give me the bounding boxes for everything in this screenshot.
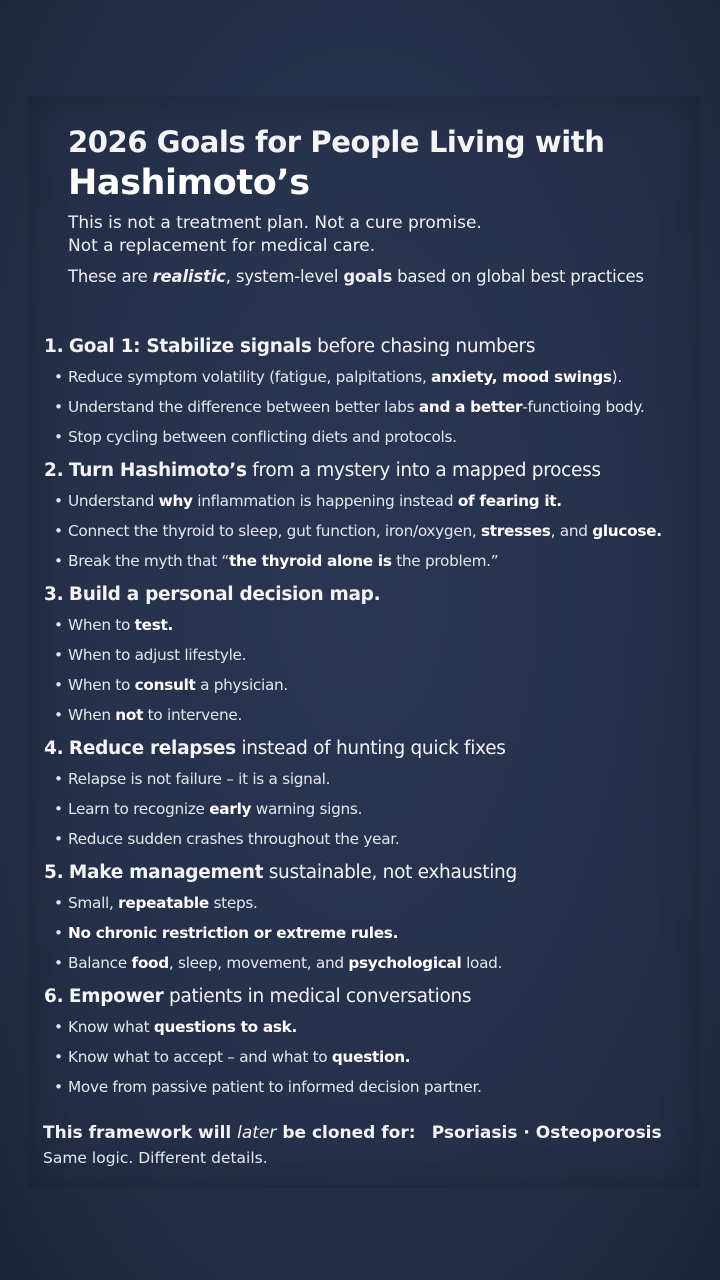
- bullet-text-b: stresses: [480, 522, 551, 540]
- list-item: [44, 362, 714, 392]
- bullet-text-a: Reduce sudden crashes throughout the year.: [68, 830, 400, 848]
- list-item: [44, 392, 714, 422]
- goal-item: [44, 734, 714, 854]
- intro-line-2: Not a replacement for medical care.: [68, 236, 376, 256]
- bullet-dot-icon: •: [54, 522, 63, 540]
- bullet-text-a: Understand: [68, 492, 159, 510]
- list-item: [44, 516, 714, 546]
- bullet-text-a: When to adjust lifestyle.: [68, 646, 247, 664]
- title-line-2: Hashimoto’s: [68, 163, 310, 203]
- goal-item: [44, 456, 714, 576]
- goal-bullets: [44, 764, 714, 854]
- goal-title: [44, 456, 714, 486]
- intro-line-1: This is not a treatment plan. Not a cure promise.: [68, 213, 482, 233]
- list-item: [44, 888, 714, 918]
- bullet-text-c: the problem.”: [391, 552, 499, 570]
- title-line-1: 2026 Goals for People Living with: [68, 125, 605, 159]
- goal-title-bold: Reduce relapses: [68, 738, 236, 759]
- footer-line-2: Same logic. Different details.: [43, 1149, 268, 1167]
- goal-title-rest: from a mystery into a mapped process: [246, 460, 601, 481]
- bullet-dot-icon: •: [54, 676, 63, 694]
- list-item: [44, 794, 714, 824]
- intro-line-3-c: based on global best practices: [392, 267, 644, 286]
- bullet-dot-icon: •: [54, 770, 63, 788]
- bullet-text-a: When to: [68, 676, 135, 694]
- bullet-text-d: of fearing it.: [457, 492, 562, 510]
- bullet-text-b: test.: [134, 616, 174, 634]
- goal-number: 3.: [44, 584, 64, 605]
- goal-item: [44, 858, 714, 978]
- bullet-dot-icon: •: [54, 1078, 63, 1096]
- bullet-text-b: and a better: [418, 398, 523, 416]
- list-item: [44, 1072, 714, 1102]
- bullet-text-b: question.: [331, 1048, 411, 1066]
- list-item: [44, 610, 714, 640]
- bullet-text-c: warning signs.: [251, 800, 363, 818]
- bullet-text-a: Learn to recognize: [68, 800, 210, 818]
- bullet-dot-icon: •: [54, 706, 63, 724]
- bullet-dot-icon: •: [54, 1018, 63, 1036]
- bullet-dot-icon: •: [54, 924, 63, 942]
- goal-title: [44, 580, 714, 610]
- goal-title-bold: Build a personal decision map.: [68, 584, 381, 605]
- footer-line-1: [43, 1120, 662, 1146]
- bullet-dot-icon: •: [54, 398, 63, 416]
- list-item: [44, 640, 714, 670]
- page-title: [68, 122, 604, 204]
- goals-list: [44, 332, 714, 1106]
- list-item: [44, 948, 714, 978]
- goal-item: [44, 982, 714, 1102]
- goal-number: 1.: [44, 336, 64, 357]
- list-item: [44, 700, 714, 730]
- bullet-text-c: ).: [611, 368, 622, 386]
- bullet-dot-icon: •: [54, 492, 63, 510]
- goal-title: [44, 858, 714, 888]
- bullet-text-b: No chronic restriction or extreme rules.: [68, 924, 399, 942]
- bullet-text-b: food: [131, 954, 169, 972]
- bullet-text-c: -functioing body.: [522, 398, 645, 416]
- bullet-text-a: Balance: [68, 954, 132, 972]
- list-item: [44, 764, 714, 794]
- intro-line-3: [68, 265, 644, 288]
- goal-bullets: [44, 610, 714, 730]
- bullet-text-b: early: [209, 800, 252, 818]
- bullet-text-e: load.: [461, 954, 503, 972]
- goal-title-rest: patients in medical conversations: [163, 986, 472, 1007]
- goal-bullets: [44, 888, 714, 978]
- bullet-dot-icon: •: [54, 830, 63, 848]
- bullet-text-a: Understand the difference between better labs: [68, 398, 419, 416]
- list-item: [44, 546, 714, 576]
- goal-number: 4.: [44, 738, 64, 759]
- bullet-dot-icon: •: [54, 552, 63, 570]
- goal-title-bold: Make management: [68, 862, 264, 883]
- bullet-text-a: When: [68, 706, 116, 724]
- bullet-dot-icon: •: [54, 368, 63, 386]
- goal-bullets: [44, 362, 714, 452]
- bullet-text-a: Small,: [68, 894, 119, 912]
- goal-number: 2.: [44, 460, 64, 481]
- bullet-text-d: psychological: [348, 954, 462, 972]
- bullet-text-b: not: [115, 706, 144, 724]
- bullet-text-b: anxiety, mood swings: [431, 368, 612, 386]
- intro-text: [68, 212, 644, 288]
- bullet-text-a: Connect the thyroid to sleep, gut function, iron/oxygen,: [68, 522, 481, 540]
- goal-title-bold: Turn Hashimoto’s: [68, 460, 247, 481]
- goal-number: 5.: [44, 862, 64, 883]
- bullet-text-b: the thyroid alone is: [228, 552, 392, 570]
- footer-line-1-italic: later: [237, 1123, 277, 1143]
- list-item: [44, 824, 714, 854]
- goal-bullets: [44, 1012, 714, 1102]
- goal-title-rest: before chasing numbers: [311, 336, 536, 357]
- intro-line-3-bold: goals: [343, 267, 393, 286]
- intro-line-3-b: , system-level: [225, 267, 344, 286]
- list-item: [44, 422, 714, 452]
- bullet-text-b: questions to ask.: [153, 1018, 298, 1036]
- bullet-text-c: to intervene.: [143, 706, 243, 724]
- bullet-text-c: inflammation is happening instead: [192, 492, 458, 510]
- bullet-text-c: , sleep, movement, and: [168, 954, 349, 972]
- goal-title: [44, 734, 714, 764]
- footer-line-1-conditions: Psoriasis · Osteoporosis: [431, 1123, 662, 1143]
- bullet-dot-icon: •: [54, 646, 63, 664]
- intro-line-3-emphasis: realistic: [152, 267, 226, 286]
- bullet-text-a: Know what to accept – and what to: [68, 1048, 332, 1066]
- goal-title-bold: Empower: [68, 986, 164, 1007]
- bullet-text-b: why: [158, 492, 193, 510]
- goal-number: 6.: [44, 986, 64, 1007]
- bullet-text-a: Stop cycling between conflicting diets and protocols.: [68, 428, 457, 446]
- goal-item: [44, 332, 714, 452]
- bullet-text-c: a physician.: [195, 676, 288, 694]
- footer: [43, 1120, 662, 1170]
- bullet-dot-icon: •: [54, 1048, 63, 1066]
- bullet-dot-icon: •: [54, 428, 63, 446]
- bullet-dot-icon: •: [54, 954, 63, 972]
- bullet-text-b: repeatable: [118, 894, 209, 912]
- bullet-dot-icon: •: [54, 616, 63, 634]
- bullet-text-c: steps.: [208, 894, 258, 912]
- bullet-text-b: consult: [134, 676, 196, 694]
- goal-title: [44, 332, 714, 362]
- list-item: [44, 486, 714, 516]
- list-item: [44, 918, 714, 948]
- goal-title-bold: Goal 1: Stabilize signals: [68, 336, 312, 357]
- bullet-dot-icon: •: [54, 894, 63, 912]
- bullet-text-a: Relapse is not failure – it is a signal.: [68, 770, 331, 788]
- list-item: [44, 670, 714, 700]
- bullet-text-d: glucose.: [592, 522, 662, 540]
- bullet-text-a: Know what: [68, 1018, 154, 1036]
- bullet-text-a: Reduce symptom volatility (fatigue, palpitations,: [68, 368, 432, 386]
- bullet-dot-icon: •: [54, 800, 63, 818]
- footer-line-1-a: This framework will: [43, 1123, 238, 1143]
- goal-title: [44, 982, 714, 1012]
- intro-line-3-a: These are: [68, 267, 153, 286]
- goal-title-rest: sustainable, not exhausting: [263, 862, 517, 883]
- list-item: [44, 1012, 714, 1042]
- bullet-text-a: When to: [68, 616, 135, 634]
- list-item: [44, 1042, 714, 1072]
- goal-title-rest: instead of hunting quick fixes: [235, 738, 506, 759]
- goal-bullets: [44, 486, 714, 576]
- footer-line-1-b: be cloned for:: [276, 1123, 416, 1143]
- bullet-text-c: , and: [550, 522, 593, 540]
- bullet-text-a: Move from passive patient to informed decision partner.: [68, 1078, 482, 1096]
- bullet-text-a: Break the myth that “: [68, 552, 229, 570]
- goal-item: [44, 580, 714, 730]
